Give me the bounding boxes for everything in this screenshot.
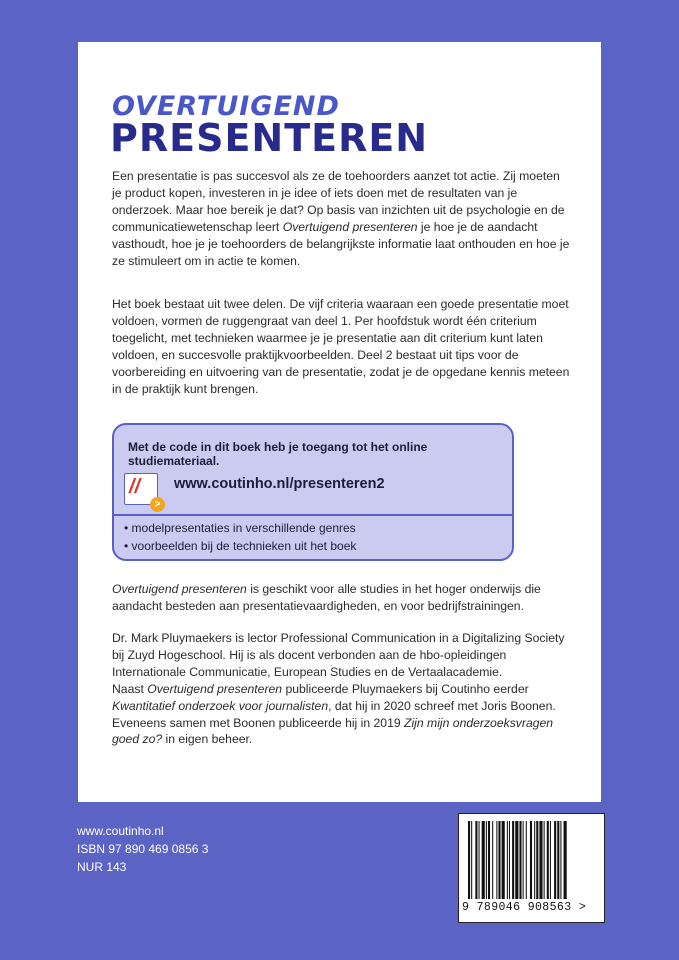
barcode-bar	[515, 821, 518, 899]
barcode-digits: 9 789046 908563 >	[462, 901, 587, 914]
author-bio: Dr. Mark Pluymaekers is lector Professional Communication in a Digitalizing Society bij Zuyd Hogeschool. Hij is als docent verbonden aan de hbo-opleidingen Internationale Communicatie, European Studies en de Vertaalacademie.	[112, 631, 565, 679]
book-title: Zijn mijn onderzoeksvragen goed zo?	[112, 715, 554, 747]
barcode-bar	[539, 821, 542, 899]
arrow-badge-icon: >	[150, 497, 165, 512]
author-text: in eigen beheer.	[162, 732, 253, 747]
book-title: Overtuigend presenteren	[147, 681, 283, 696]
intro-paragraph	[112, 168, 572, 269]
material-bullet: • modelpresentaties in verschillende genres	[124, 521, 356, 535]
barcode-bar	[550, 821, 551, 899]
barcode-bar	[475, 821, 477, 899]
barcode-bar	[557, 821, 559, 899]
box-divider	[114, 514, 512, 516]
title-line-1: OVERTUIGEND	[112, 91, 340, 122]
audience-paragraph	[112, 581, 572, 615]
nur-code: NUR 143	[77, 860, 127, 874]
barcode-bar	[468, 821, 470, 899]
online-material-box	[112, 423, 514, 561]
isbn-barcode	[458, 813, 605, 923]
barcode-bar	[498, 821, 500, 899]
code-icon-slashes: //	[129, 476, 141, 498]
barcode-bar	[523, 821, 524, 899]
barcode-bar	[479, 821, 480, 899]
intro-text-1: Een presentatie is pas succesvol als ze de toehoorders aanzet tot actie. Zij moeten je product kopen, investeren in je idee of iets doen met de resultaten van je onderzoek. Maar hoe bereik je dat? Op basis van inzichten uit de psychologie en de communicatiewetenschap leert	[112, 169, 565, 234]
barcode-bar	[526, 821, 527, 899]
barcode-bar	[519, 821, 521, 899]
barcode-bar	[486, 821, 487, 899]
author-text: publiceerde Pluymaekers bij Coutinho eerder	[282, 681, 529, 696]
book-title: Kwantitatief onderzoek voor journalisten	[112, 698, 329, 713]
barcode-bar	[534, 821, 535, 899]
barcode-bar	[536, 821, 538, 899]
barcode-bar	[509, 821, 510, 899]
intro-book-title: Overtuigend presenteren	[282, 219, 418, 234]
intro-text-2: je hoe je de aandacht vasthoudt, hoe je je toehoorders de belangrijkste informatie laat onthouden en hoe je ze stimuleert om in actie te komen.	[112, 219, 570, 268]
barcode-bar	[530, 821, 532, 899]
barcode-bar	[502, 821, 505, 899]
barcode-bars	[468, 821, 595, 901]
barcode-bar	[488, 821, 490, 899]
barcode-bar	[471, 821, 472, 899]
publisher-website[interactable]: www.coutinho.nl	[77, 824, 164, 838]
barcode-bar	[554, 821, 556, 899]
online-material-intro: Met de code in dit boek heb je toegang tot het online studiemateriaal.	[128, 440, 428, 468]
structure-paragraph: Het boek bestaat uit twee delen. De vijf criteria waaraan een goede presentatie moet voldoen, vormen de ruggengraat van deel 1. Per hoofdstuk wordt één criterium toegelicht, met technieken waarmee je je presentatie aan dit criterium kunt laten voldoen, en succesvolle praktijkvoorbeelden. Deel 2 bestaat uit tips voor de voorbereiding en uitvoering van de presentatie, zodat je de opgedane kennis meteen in de praktijk kunt brengen.	[112, 297, 570, 396]
author-text: , dat hij in 2020 schreef met Joris Boonen.	[328, 698, 556, 713]
barcode-bar	[507, 821, 508, 899]
code-slashes-icon	[124, 473, 161, 510]
isbn-number: ISBN 97 890 469 0856 3	[77, 842, 209, 856]
audience-text: is geschikt voor alle studies in het hoger onderwijs die aandacht besteden aan presentatievaardigheden, en voor bedrijfstrainingen.	[112, 582, 541, 613]
back-cover-panel	[78, 42, 601, 802]
barcode-bar	[560, 821, 561, 899]
barcode-bar	[564, 821, 567, 899]
title-line-2: PRESENTEREN	[110, 116, 429, 160]
publisher-imprint	[77, 822, 208, 876]
author-text: Naast	[112, 681, 148, 696]
barcode-bar	[547, 821, 549, 899]
barcode-bar	[482, 821, 485, 899]
barcode-bar	[496, 821, 497, 899]
author-paragraph	[112, 630, 572, 748]
barcode-bar	[512, 821, 514, 899]
online-material-url[interactable]: www.coutinho.nl/presenteren2	[174, 476, 385, 492]
author-text: Eveneens samen met Boonen publiceerde hij in 2019	[112, 715, 405, 730]
barcode-bar	[492, 821, 493, 899]
barcode-bar	[544, 821, 545, 899]
material-bullet: • voorbeelden bij de technieken uit het boek	[124, 539, 357, 553]
audience-book-title: Overtuigend presenteren	[112, 582, 247, 596]
